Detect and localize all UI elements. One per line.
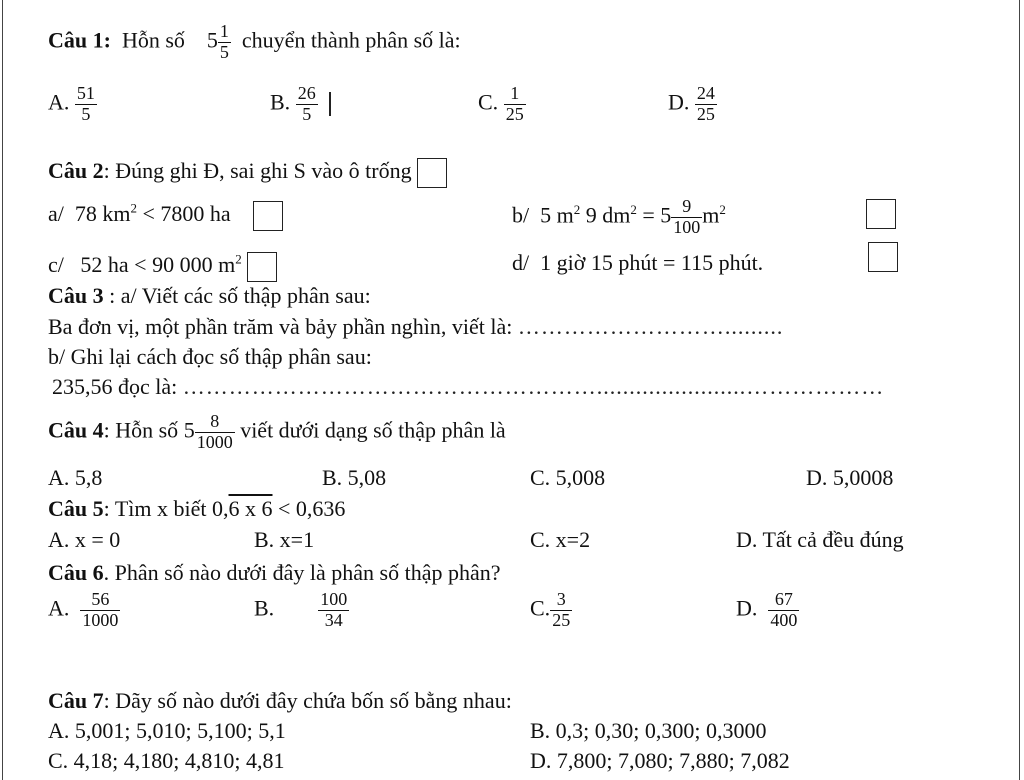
q1-option-c-letter: C. bbox=[478, 89, 499, 115]
q4-option-d[interactable]: D. 5,0008 bbox=[806, 465, 894, 490]
q2-text: : Đúng ghi Đ, sai ghi S vào ô trống bbox=[103, 158, 412, 184]
q2-c-sup: 2 bbox=[235, 251, 242, 267]
q2-b-den: 100 bbox=[673, 216, 701, 237]
q6-option-a-letter: A. bbox=[48, 595, 70, 621]
q1-option-c-num: 1 bbox=[504, 84, 526, 105]
q1-option-d-fraction bbox=[695, 84, 717, 125]
q2-a-expr: 78 km bbox=[74, 201, 131, 227]
q1-option-b-letter: B. bbox=[270, 89, 291, 115]
q1-mixed-num: 1 bbox=[219, 21, 229, 41]
q3-line1 bbox=[48, 316, 783, 338]
q6-option-c bbox=[530, 590, 572, 631]
q2-b-whole: 5 bbox=[660, 202, 672, 228]
q6-option-a-fraction bbox=[80, 590, 120, 631]
q7-option-a[interactable]: A. 5,001; 5,010; 5,100; 5,1 bbox=[48, 718, 286, 743]
q4-whole: 5 bbox=[183, 417, 195, 443]
q2-a-rest: < 7800 ha bbox=[137, 201, 231, 227]
q1-option-d bbox=[668, 84, 717, 125]
q3-label: Câu 3 bbox=[48, 283, 104, 308]
q2-item-c bbox=[48, 252, 277, 282]
q2-item-b bbox=[512, 197, 726, 238]
q2-heading bbox=[48, 158, 447, 188]
q2-b-sup2: 2 bbox=[630, 202, 637, 218]
q2-b-num: 9 bbox=[671, 197, 702, 218]
q6-option-d-fraction bbox=[768, 590, 799, 631]
q4-den: 1000 bbox=[196, 431, 233, 452]
q1-option-c bbox=[478, 84, 526, 125]
q4-heading bbox=[48, 412, 506, 453]
q2-b-unit: m bbox=[702, 202, 720, 228]
q6-option-b-fraction bbox=[318, 590, 349, 631]
q7-option-c[interactable]: C. 4,18; 4,180; 4,810; 4,81 bbox=[48, 748, 285, 773]
q2-d-prefix: d/ bbox=[512, 250, 530, 275]
q1-text: Hỗn số bbox=[121, 27, 185, 53]
q1-option-d-letter: D. bbox=[668, 89, 690, 115]
q5-pre: 0, bbox=[212, 496, 229, 521]
q5-option-a[interactable]: A. x = 0 bbox=[48, 527, 121, 552]
q2-b-prefix: b/ bbox=[512, 202, 530, 228]
q6-option-a-den: 1000 bbox=[82, 609, 119, 630]
q3-line1-text: Ba đơn vị, một phần trăm và bảy phần nghìn, viết là: bbox=[48, 314, 513, 339]
q1-option-b-den: 5 bbox=[302, 103, 312, 124]
q6-option-a bbox=[48, 590, 120, 631]
q2-heading-answer-box[interactable] bbox=[417, 158, 447, 188]
q4-fraction bbox=[195, 412, 235, 453]
q2-b-expr1: 5 m bbox=[540, 202, 574, 228]
q4-option-a[interactable]: A. 5,8 bbox=[48, 465, 103, 490]
q1-option-d-num: 24 bbox=[696, 83, 715, 103]
q2-b-answer-box[interactable] bbox=[866, 199, 896, 229]
q1-mixed-whole: 5 bbox=[206, 27, 218, 53]
q2-item-d bbox=[512, 252, 763, 274]
q1-heading: Câu 1: Hỗn số 5 $\frac{1}{5}$ chuyển thành phân số là: bbox=[48, 21, 461, 62]
q2-b-eq: = bbox=[636, 202, 661, 228]
q5-overline-digits: 6 x 6 bbox=[228, 496, 273, 521]
q2-d-expr: 1 giờ 15 phút = 115 phút. bbox=[540, 250, 764, 275]
q2-b-expr2: 9 dm bbox=[585, 202, 631, 228]
q2-label: Câu 2 bbox=[48, 158, 104, 184]
q6-option-d-letter: D. bbox=[736, 595, 758, 621]
q5-option-b[interactable]: B. x=1 bbox=[254, 527, 315, 552]
q2-item-a bbox=[48, 201, 283, 231]
q1-text2: chuyển thành phân số là: bbox=[241, 27, 461, 53]
q3-line3-answer-dots[interactable]: ……………………………………………….......................……………… bbox=[182, 374, 885, 399]
q5-label: Câu 5 bbox=[48, 496, 104, 521]
q6-option-b-letter: B. bbox=[254, 595, 275, 621]
q3-line1-answer-dots[interactable]: ………………………......... bbox=[517, 314, 784, 339]
q6-option-a-num: 56 bbox=[80, 590, 120, 611]
q3-line2 bbox=[48, 346, 372, 368]
q4-num: 8 bbox=[195, 412, 235, 433]
q6-option-d-num: 67 bbox=[768, 590, 799, 611]
q2-b-sup3: 2 bbox=[719, 202, 726, 218]
q2-b-fraction bbox=[671, 197, 702, 238]
q1-option-a-letter: A. bbox=[48, 89, 70, 115]
q6-label: Câu 6 bbox=[48, 560, 104, 585]
q2-c-expr: 52 ha < 90 000 m bbox=[80, 252, 236, 278]
q1-option-d-den: 25 bbox=[696, 103, 715, 124]
q1-option-a-fraction bbox=[75, 84, 97, 125]
q1-option-a bbox=[48, 84, 97, 125]
q2-a-sup: 2 bbox=[130, 200, 138, 216]
q3-line3 bbox=[52, 376, 884, 398]
q1-option-c-fraction bbox=[504, 84, 526, 125]
q1-option-c-den: 25 bbox=[505, 103, 524, 124]
q3-text: : a/ Viết các số thập phân sau: bbox=[103, 283, 371, 308]
q2-c-answer-box[interactable] bbox=[247, 252, 277, 282]
q6-option-c-den: 25 bbox=[552, 609, 571, 630]
q2-b-sup1: 2 bbox=[573, 202, 581, 218]
q6-option-c-fraction bbox=[550, 590, 572, 631]
q6-option-c-num: 3 bbox=[550, 590, 572, 611]
q2-a-prefix: a/ bbox=[48, 201, 64, 227]
page-right-border bbox=[1019, 0, 1020, 780]
q2-a-answer-box[interactable] bbox=[253, 201, 283, 231]
q1-option-a-num: 51 bbox=[76, 83, 95, 103]
q1-option-b-fraction bbox=[296, 84, 318, 125]
q3-line2-text: b/ Ghi lại cách đọc số thập phân sau: bbox=[48, 344, 372, 369]
q6-option-b-num: 100 bbox=[320, 589, 348, 609]
q5-option-d[interactable]: D. Tất cả đều đúng bbox=[736, 527, 904, 552]
q1-mixed-den: 5 bbox=[219, 41, 229, 62]
q4-option-c[interactable]: C. 5,008 bbox=[530, 465, 606, 490]
q5-heading bbox=[48, 498, 345, 520]
q3-heading bbox=[48, 285, 371, 307]
q4-text2: viết dưới dạng số thập phân là bbox=[240, 417, 506, 443]
q5-option-c[interactable]: C. x=2 bbox=[530, 527, 591, 552]
q6-option-b-den: 34 bbox=[324, 609, 343, 630]
q1-option-a-den: 5 bbox=[81, 103, 91, 124]
q6-option-d-den: 400 bbox=[770, 609, 798, 630]
q2-d-answer-box[interactable] bbox=[868, 242, 898, 272]
q3-line3-text: 235,56 đọc là: bbox=[52, 374, 178, 399]
q5-post: < 0,636 bbox=[272, 496, 346, 521]
q7-text: : Dãy số nào dưới đây chứa bốn số bằng nhau: bbox=[103, 688, 512, 713]
q1-option-b bbox=[270, 84, 331, 125]
q6-option-b bbox=[254, 590, 349, 631]
q4-label: Câu 4 bbox=[48, 417, 104, 443]
q6-text: . Phân số nào dưới đây là phân số thập phân? bbox=[103, 560, 501, 585]
q4-text: : Hỗn số bbox=[103, 417, 179, 443]
page-left-border bbox=[2, 0, 3, 780]
q2-c-prefix: c/ bbox=[48, 252, 64, 278]
q1-label: Câu 1 bbox=[48, 27, 104, 53]
q5-text: : Tìm x biết bbox=[103, 496, 207, 521]
q1-mixed-fraction bbox=[218, 22, 231, 63]
q7-option-b[interactable]: B. 0,3; 0,30; 0,300; 0,3000 bbox=[530, 718, 767, 743]
q4-option-b[interactable]: B. 5,08 bbox=[322, 465, 387, 490]
q7-label: Câu 7 bbox=[48, 688, 104, 713]
text-cursor bbox=[329, 92, 331, 116]
q6-option-c-letter: C. bbox=[530, 595, 551, 621]
q7-heading bbox=[48, 690, 512, 712]
q6-option-d bbox=[736, 590, 799, 631]
q7-option-d[interactable]: D. 7,800; 7,080; 7,880; 7,082 bbox=[530, 748, 790, 773]
q1-option-b-num: 26 bbox=[297, 83, 316, 103]
q6-heading bbox=[48, 562, 501, 584]
